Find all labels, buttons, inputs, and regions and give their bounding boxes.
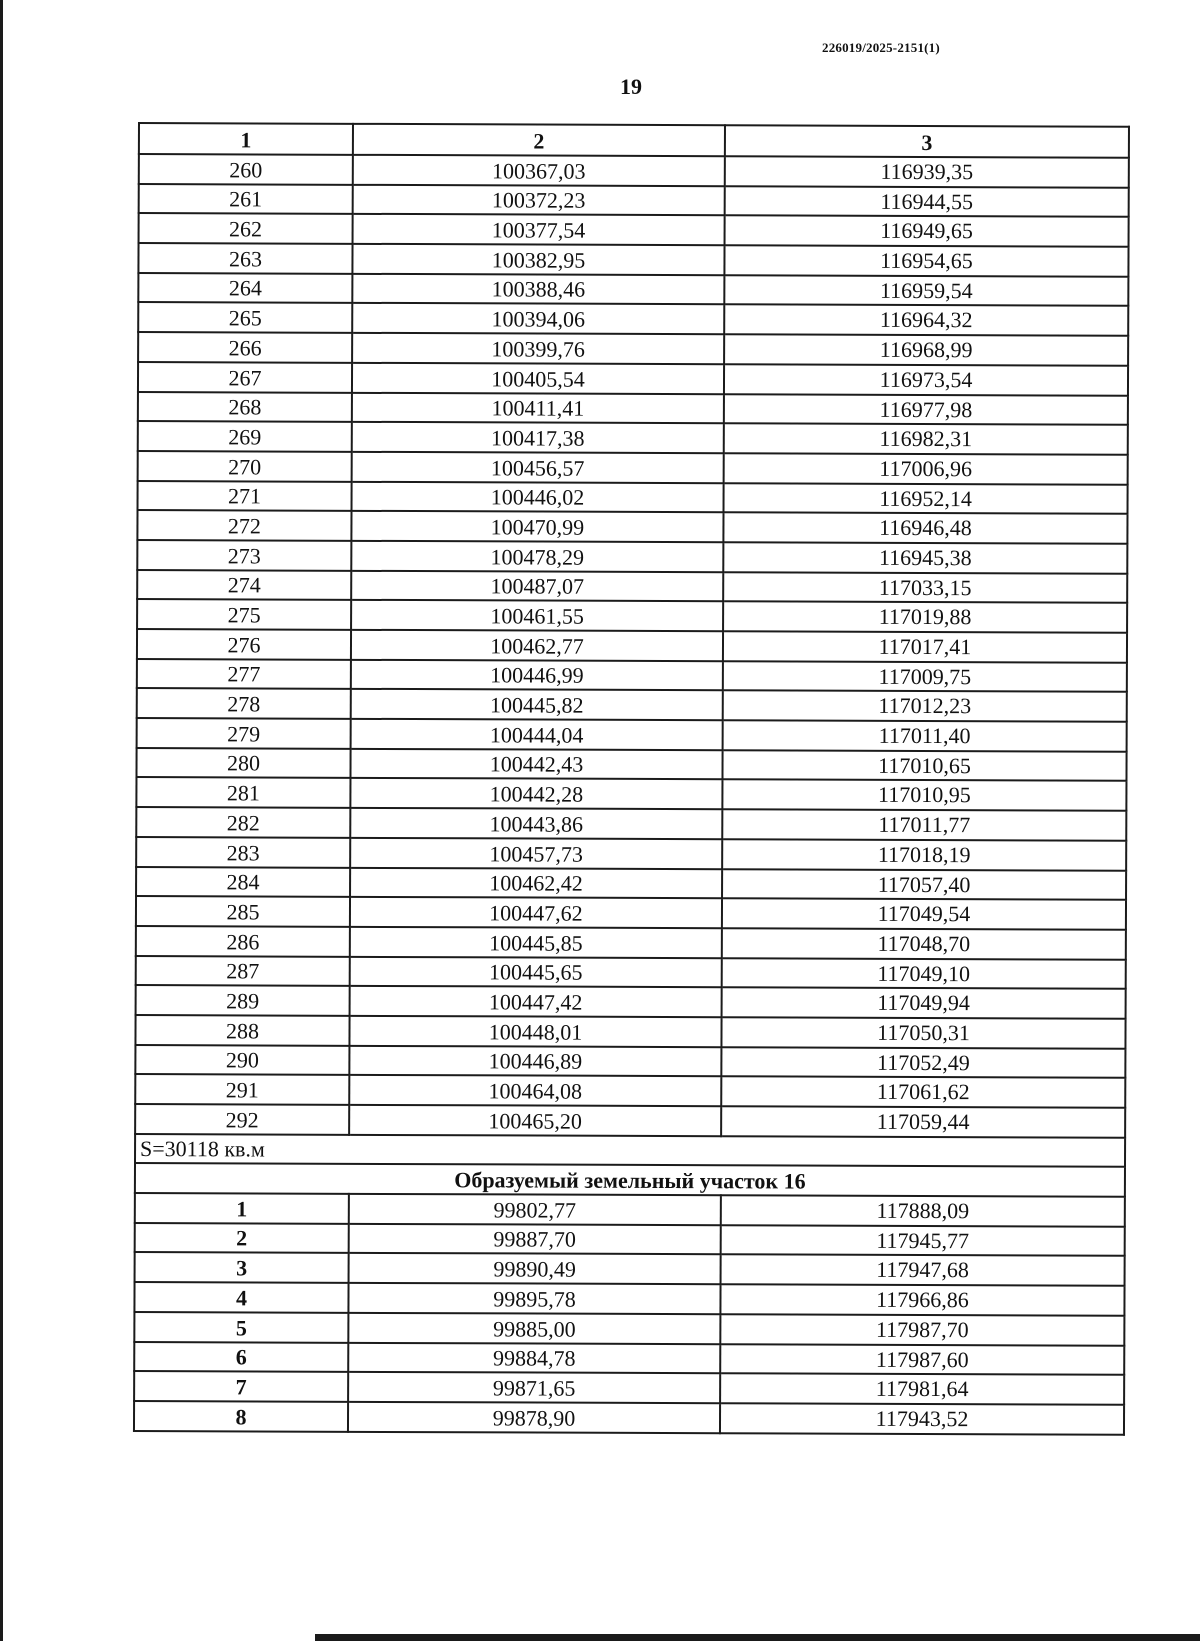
table-row xyxy=(136,985,1126,1018)
table-row xyxy=(138,481,1128,514)
y-coordinate-cell: 117019,88 xyxy=(723,602,1127,633)
table-row xyxy=(138,421,1128,454)
x-coordinate-cell: 100478,29 xyxy=(351,541,723,572)
point-number-cell: 284 xyxy=(136,866,350,897)
x-coordinate-cell: 100448,01 xyxy=(349,1016,721,1047)
table-row xyxy=(135,1252,1125,1285)
y-coordinate-cell: 117018,19 xyxy=(722,839,1126,870)
table-row xyxy=(138,332,1128,365)
x-coordinate-cell: 100446,02 xyxy=(352,481,724,512)
x-coordinate-cell: 100462,42 xyxy=(350,867,722,898)
table-row xyxy=(137,718,1127,751)
table-row xyxy=(135,1104,1125,1137)
x-coordinate-cell: 100443,86 xyxy=(350,808,722,839)
y-coordinate-cell: 117057,40 xyxy=(722,869,1126,900)
point-number-cell: 262 xyxy=(139,213,353,244)
point-number-cell: 291 xyxy=(135,1074,349,1105)
point-number-cell: 288 xyxy=(135,1015,349,1046)
y-coordinate-cell: 117006,96 xyxy=(724,453,1128,484)
x-coordinate-cell: 99802,77 xyxy=(349,1194,721,1225)
page-number: 19 xyxy=(620,74,642,99)
table-row xyxy=(135,1015,1125,1048)
table-row xyxy=(138,362,1128,395)
table-row xyxy=(138,451,1128,484)
x-coordinate-cell: 100446,89 xyxy=(349,1045,721,1076)
point-number-cell: 7 xyxy=(134,1371,348,1402)
table-row xyxy=(134,1282,1124,1315)
table-row xyxy=(138,243,1128,276)
x-coordinate-cell: 100445,82 xyxy=(351,689,723,720)
x-coordinate-cell: 100442,43 xyxy=(350,749,722,780)
point-number-cell: 263 xyxy=(138,243,352,274)
x-coordinate-cell: 100442,28 xyxy=(350,778,722,809)
y-coordinate-cell: 117010,65 xyxy=(722,750,1126,781)
point-number-cell: 273 xyxy=(137,540,351,571)
point-number-cell: 271 xyxy=(138,481,352,512)
point-number-cell: 3 xyxy=(135,1252,349,1283)
y-coordinate-cell: 117012,23 xyxy=(723,691,1127,722)
point-number-cell: 274 xyxy=(137,570,351,601)
x-coordinate-cell: 100405,54 xyxy=(352,363,724,394)
table-row xyxy=(136,837,1126,870)
point-number-cell: 275 xyxy=(137,599,351,630)
y-coordinate-cell: 117049,10 xyxy=(722,958,1126,989)
x-coordinate-cell: 100445,85 xyxy=(350,927,722,958)
table-row xyxy=(134,1401,1124,1434)
x-coordinate-cell: 100457,73 xyxy=(350,838,722,869)
y-coordinate-cell: 117050,31 xyxy=(721,1017,1125,1048)
point-number-cell: 260 xyxy=(139,154,353,185)
table-row xyxy=(138,273,1128,306)
table-row xyxy=(134,1312,1124,1345)
point-number-cell: 290 xyxy=(135,1045,349,1076)
x-coordinate-cell: 100411,41 xyxy=(352,392,724,423)
y-coordinate-cell: 117049,94 xyxy=(722,987,1126,1018)
point-number-cell: 279 xyxy=(137,718,351,749)
x-coordinate-cell: 100372,23 xyxy=(353,185,725,216)
table-row xyxy=(136,896,1126,929)
y-coordinate-cell: 116954,65 xyxy=(724,245,1128,276)
y-coordinate-cell: 117943,52 xyxy=(720,1403,1124,1434)
point-number-cell: 261 xyxy=(139,184,353,215)
table-row xyxy=(135,1045,1125,1078)
y-coordinate-cell: 117059,44 xyxy=(721,1106,1125,1137)
x-coordinate-cell: 100388,46 xyxy=(352,274,724,305)
table-row xyxy=(136,926,1126,959)
x-coordinate-cell: 100444,04 xyxy=(351,719,723,750)
table-row xyxy=(135,1074,1125,1107)
area-section xyxy=(135,1134,1125,1197)
point-number-cell: 269 xyxy=(138,421,352,452)
y-coordinate-cell: 117010,95 xyxy=(722,780,1126,811)
table-row xyxy=(137,510,1127,543)
y-coordinate-cell: 116949,65 xyxy=(725,216,1129,247)
y-coordinate-cell: 116973,54 xyxy=(724,364,1128,395)
x-coordinate-cell: 100470,99 xyxy=(351,511,723,542)
y-coordinate-cell: 116959,54 xyxy=(724,275,1128,306)
x-coordinate-cell: 100445,65 xyxy=(350,956,722,987)
y-coordinate-cell: 117049,54 xyxy=(722,898,1126,929)
point-number-cell: 264 xyxy=(138,273,352,304)
y-coordinate-cell: 117009,75 xyxy=(723,661,1127,692)
y-coordinate-cell: 116964,32 xyxy=(724,305,1128,336)
table-row xyxy=(134,1341,1124,1374)
section-title-row xyxy=(135,1163,1125,1196)
point-number-cell: 277 xyxy=(137,659,351,690)
x-coordinate-cell: 99871,65 xyxy=(348,1372,720,1403)
x-coordinate-cell: 100417,38 xyxy=(352,422,724,453)
x-coordinate-cell: 100462,77 xyxy=(351,630,723,661)
point-number-cell: 266 xyxy=(138,332,352,363)
x-coordinate-cell: 100447,42 xyxy=(350,986,722,1017)
coordinates-table-container xyxy=(133,122,1128,1435)
point-number-cell: 287 xyxy=(136,956,350,987)
point-number-cell: 276 xyxy=(137,629,351,660)
table-row xyxy=(137,540,1127,573)
table-row xyxy=(137,688,1127,721)
table-row xyxy=(136,777,1126,810)
x-coordinate-cell: 99885,00 xyxy=(348,1313,720,1344)
table-row xyxy=(138,392,1128,425)
y-coordinate-cell: 117061,62 xyxy=(721,1077,1125,1108)
y-coordinate-cell: 117945,77 xyxy=(721,1225,1125,1256)
x-coordinate-cell: 100394,06 xyxy=(352,303,724,334)
x-coordinate-cell: 100399,76 xyxy=(352,333,724,364)
y-coordinate-cell: 116977,98 xyxy=(724,394,1128,425)
x-coordinate-cell: 100464,08 xyxy=(349,1075,721,1106)
column-header-1: 1 xyxy=(139,123,353,155)
y-coordinate-cell: 117048,70 xyxy=(722,928,1126,959)
y-coordinate-cell: 117947,68 xyxy=(721,1255,1125,1286)
x-coordinate-cell: 100382,95 xyxy=(352,244,724,275)
x-coordinate-cell: 100377,54 xyxy=(353,214,725,245)
document-number: 226019/2025-2151(1) xyxy=(822,40,940,55)
y-coordinate-cell: 116952,14 xyxy=(724,483,1128,514)
y-coordinate-cell: 116982,31 xyxy=(724,423,1128,454)
y-coordinate-cell: 116939,35 xyxy=(725,156,1129,187)
x-coordinate-cell: 100446,99 xyxy=(351,660,723,691)
point-number-cell: 267 xyxy=(138,362,352,393)
point-number-cell: 285 xyxy=(136,896,350,927)
x-coordinate-cell: 99887,70 xyxy=(349,1224,721,1255)
point-number-cell: 281 xyxy=(136,777,350,808)
x-coordinate-cell: 100465,20 xyxy=(349,1105,721,1136)
x-coordinate-cell: 100461,55 xyxy=(351,600,723,631)
table-row xyxy=(136,956,1126,989)
x-coordinate-cell: 100367,03 xyxy=(353,155,725,186)
point-number-cell: 1 xyxy=(135,1193,349,1224)
y-coordinate-cell: 117987,70 xyxy=(720,1314,1124,1345)
section-title: Образуемый земельный участок 16 xyxy=(135,1163,1125,1196)
point-number-cell: 272 xyxy=(137,510,351,541)
coordinates-table xyxy=(133,122,1130,1435)
x-coordinate-cell: 99895,78 xyxy=(348,1283,720,1314)
y-coordinate-cell: 117987,60 xyxy=(720,1344,1124,1375)
point-number-cell: 2 xyxy=(135,1223,349,1254)
point-number-cell: 265 xyxy=(138,302,352,333)
point-number-cell: 282 xyxy=(136,807,350,838)
y-coordinate-cell: 117052,49 xyxy=(721,1047,1125,1078)
scan-left-edge xyxy=(0,0,3,1641)
y-coordinate-cell: 117033,15 xyxy=(723,572,1127,603)
y-coordinate-cell: 117017,41 xyxy=(723,631,1127,662)
point-number-cell: 6 xyxy=(134,1341,348,1372)
column-header-2: 2 xyxy=(353,124,725,156)
coordinates-table-body xyxy=(135,154,1129,1137)
point-number-cell: 283 xyxy=(136,837,350,868)
point-number-cell: 8 xyxy=(134,1401,348,1432)
table-row xyxy=(138,302,1128,335)
table-row xyxy=(136,866,1126,899)
x-coordinate-cell: 99884,78 xyxy=(348,1342,720,1373)
table-row xyxy=(137,570,1127,603)
x-coordinate-cell: 99878,90 xyxy=(348,1402,720,1433)
table-row xyxy=(139,154,1129,187)
table-row xyxy=(139,213,1129,246)
table-row xyxy=(137,629,1127,662)
table-row xyxy=(136,748,1126,781)
table-row xyxy=(135,1223,1125,1256)
scan-bottom-edge xyxy=(315,1634,1200,1641)
x-coordinate-cell: 100487,07 xyxy=(351,570,723,601)
table-header-row xyxy=(139,123,1129,158)
point-number-cell: 286 xyxy=(136,926,350,957)
table-row xyxy=(135,1193,1125,1226)
point-number-cell: 280 xyxy=(136,748,350,779)
point-number-cell: 292 xyxy=(135,1104,349,1135)
area-value: S=30118 кв.м xyxy=(135,1134,1125,1167)
x-coordinate-cell: 100447,62 xyxy=(350,897,722,928)
column-header-3: 3 xyxy=(725,125,1129,158)
x-coordinate-cell: 100456,57 xyxy=(352,452,724,483)
y-coordinate-cell: 116945,38 xyxy=(723,542,1127,573)
point-number-cell: 4 xyxy=(134,1282,348,1313)
point-number-cell: 268 xyxy=(138,392,352,423)
point-number-cell: 5 xyxy=(134,1312,348,1343)
y-coordinate-cell: 117011,40 xyxy=(723,720,1127,751)
y-coordinate-cell: 116946,48 xyxy=(723,513,1127,544)
x-coordinate-cell: 99890,49 xyxy=(349,1253,721,1284)
table-row xyxy=(134,1371,1124,1404)
point-number-cell: 278 xyxy=(137,688,351,719)
y-coordinate-cell: 116944,55 xyxy=(725,186,1129,217)
table-row xyxy=(137,599,1127,632)
plot16-table-body xyxy=(134,1193,1125,1434)
y-coordinate-cell: 117966,86 xyxy=(720,1284,1124,1315)
point-number-cell: 270 xyxy=(138,451,352,482)
area-row xyxy=(135,1134,1125,1167)
y-coordinate-cell: 117011,77 xyxy=(722,809,1126,840)
table-row xyxy=(139,184,1129,217)
table-row xyxy=(136,807,1126,840)
y-coordinate-cell: 117981,64 xyxy=(720,1373,1124,1404)
table-row xyxy=(137,659,1127,692)
y-coordinate-cell: 117888,09 xyxy=(721,1195,1125,1226)
y-coordinate-cell: 116968,99 xyxy=(724,334,1128,365)
point-number-cell: 289 xyxy=(136,985,350,1016)
